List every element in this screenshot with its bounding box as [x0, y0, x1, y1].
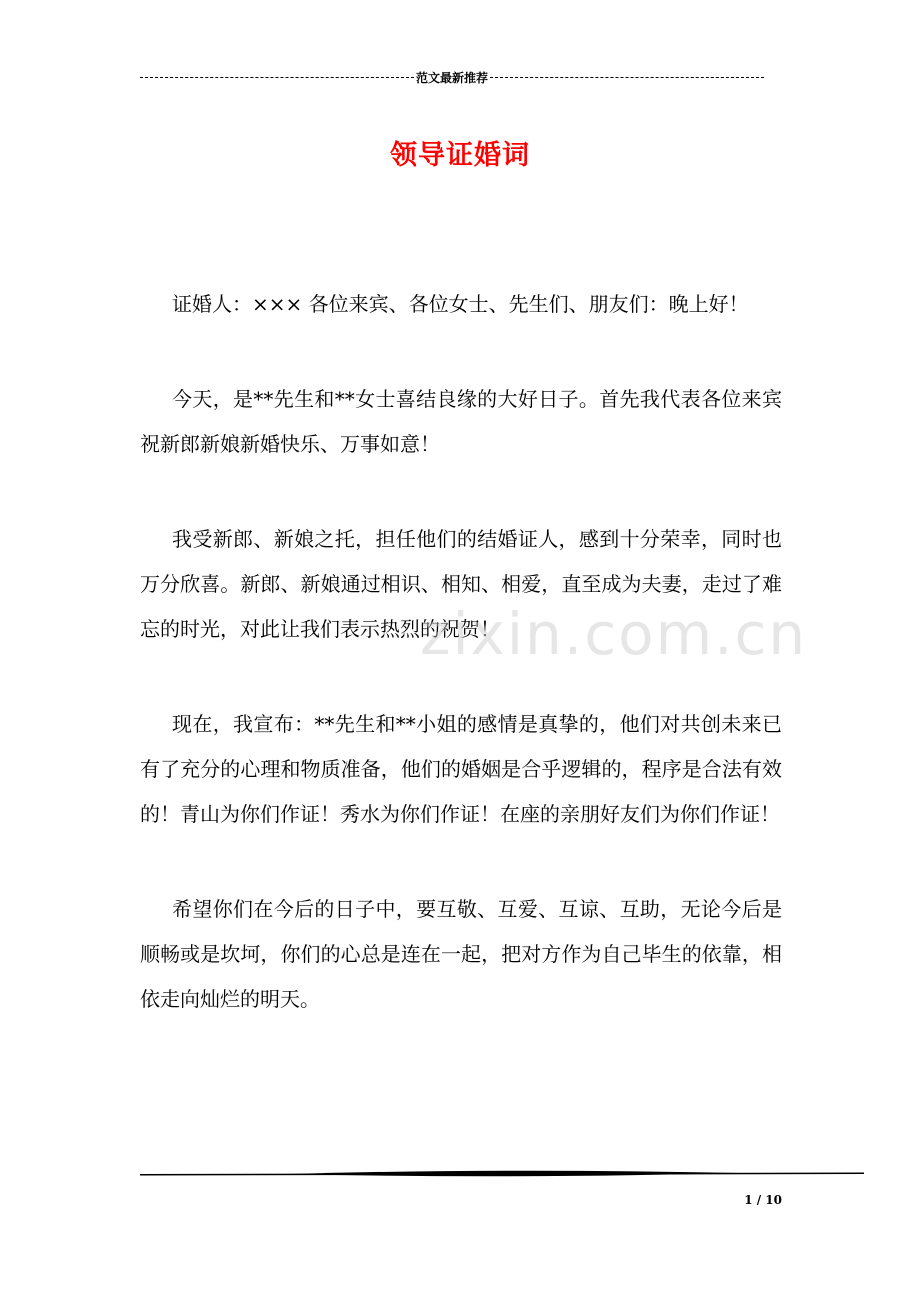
paragraph-opening: 今天，是**先生和**女士喜结良缘的大好日子。首先我代表各位来宾祝新郎新娘新婚快乐、万事如意！: [140, 387, 782, 456]
page-header: [140, 66, 764, 88]
watermark: zixin.com.cn: [420, 600, 808, 668]
page-number: 1 / 10: [744, 1193, 782, 1207]
document-body: [140, 282, 782, 1022]
document-title: 领导证婚词: [390, 140, 530, 172]
paragraph-honor: 我受新郎、新娘之托，担任他们的结婚证人，感到十分荣幸，同时也万分欣喜。新郎、新娘通过相识、相知、相爱，直至成为夫妻，走过了难忘的时光，对此让我们表示热烈的祝贺！: [140, 527, 782, 641]
header-label: 范文最新推荐: [416, 70, 489, 85]
header-dashes-right: [490, 77, 764, 78]
paragraph-declaration: 现在，我宣布：**先生和**小姐的感情是真挚的，他们对共创未来已有了充分的心理和物质准备，他们的婚姻是合乎逻辑的，程序是合法有效的！青山为你们作证！秀水为你们作证！在座的亲朋好友们为你们作证！: [140, 712, 782, 826]
paragraph-greeting: 证婚人：××× 各位来宾、各位女士、先生们、朋友们：晚上好！: [172, 292, 749, 316]
paragraph-wishes: 希望你们在今后的日子中，要互敬、互爱、互谅、互助，无论今后是顺畅或是坎坷，你们的心总是连在一起，把对方作为自己毕生的依靠，相依走向灿烂的明天。: [140, 897, 782, 1011]
footer-rule: [140, 1166, 864, 1182]
header-dashes-left: [140, 77, 414, 78]
